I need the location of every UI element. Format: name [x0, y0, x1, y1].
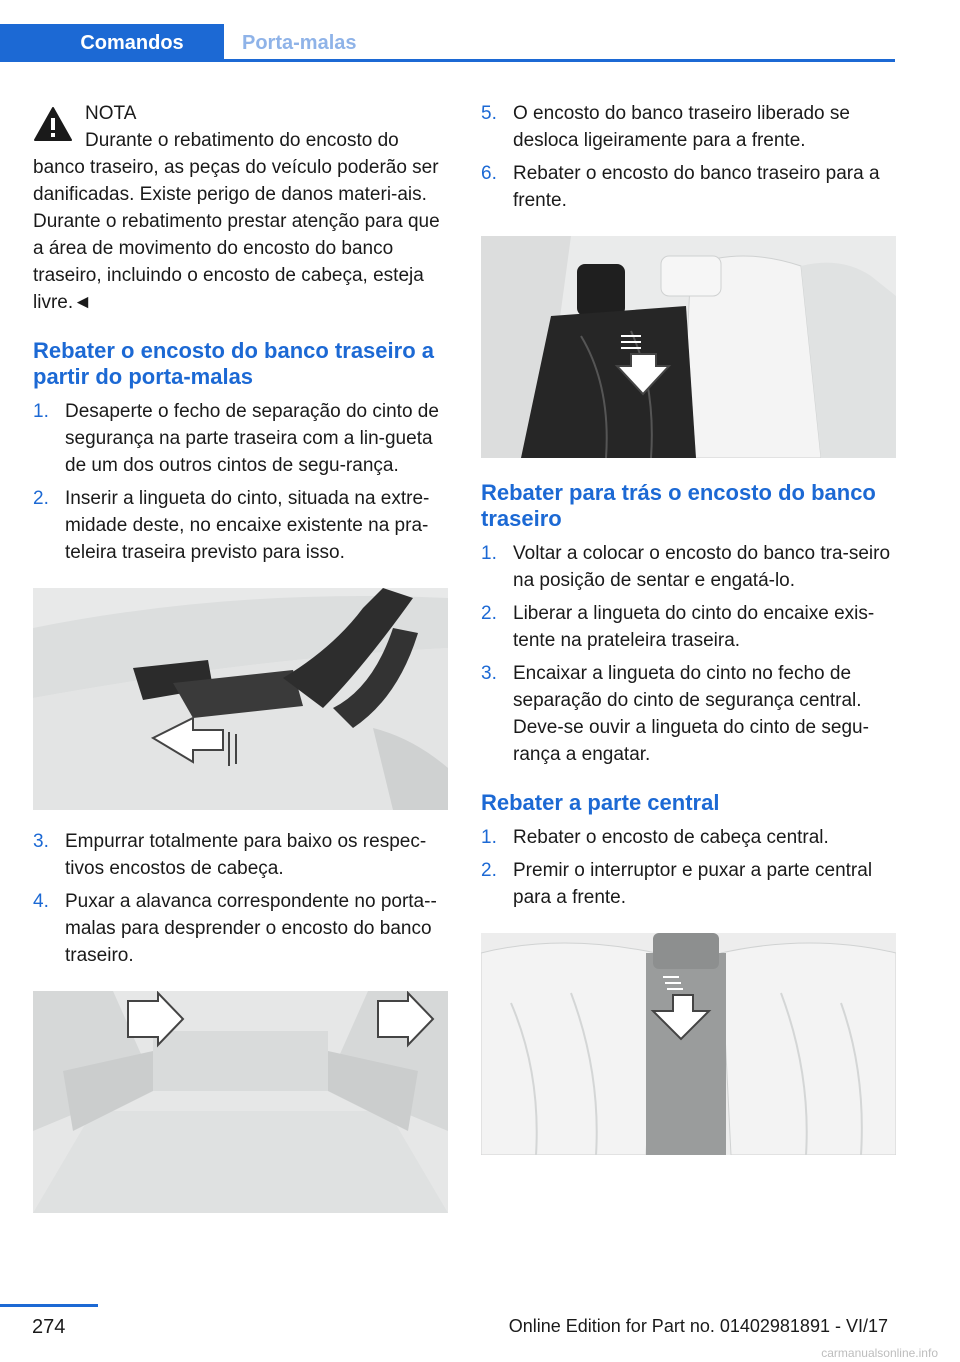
warning-triangle-icon: [33, 106, 73, 142]
list-item: [481, 160, 896, 214]
list-item: [481, 600, 896, 654]
section-title-rebater-porta-malas: Rebater o encosto do banco traseiro a partir do porta-malas: [33, 338, 434, 389]
step-number: 5.: [481, 103, 497, 124]
left-column: [33, 100, 448, 1231]
list-item: [481, 540, 896, 594]
warning-note: [33, 100, 448, 316]
footer-rule: [0, 1304, 98, 1307]
tab-porta-malas-label: Porta-malas: [242, 31, 357, 54]
step-text: Rebater o encosto do banco traseiro para a frente.: [513, 163, 880, 211]
step-text: Rebater o encosto de cabeça central.: [513, 827, 829, 848]
step-text: Voltar a colocar o encosto do banco tra-seiro na posição de sentar e engatá-lo.: [513, 543, 891, 591]
list-item: [481, 857, 896, 911]
note-text: Durante o rebatimento do encosto do banco traseiro, as peças do veículo poderão ser danificadas. Existe perigo de danos materi-ais. Durante o rebatimento prestar atenção para que a área de movimento do encosto do banco traseiro, incluindo o encosto de cabeça, esteja livre.◄: [33, 130, 440, 313]
step-list-e: [481, 824, 896, 911]
list-item: [481, 100, 896, 154]
step-number: 1.: [481, 543, 497, 564]
list-item: [481, 660, 896, 768]
step-number: 3.: [33, 831, 49, 852]
page-number: 274: [32, 1316, 66, 1338]
list-item: [481, 824, 896, 851]
step-list-b: [33, 828, 448, 969]
tab-comandos-label: Comandos: [80, 31, 184, 54]
figure-trunk-levers: [33, 991, 448, 1213]
step-list-d: [481, 540, 896, 768]
step-number: 1.: [481, 827, 497, 848]
step-text: Premir o interruptor e puxar a parte central para a frente.: [513, 860, 873, 908]
list-item: [33, 485, 448, 566]
step-text: Puxar a alavanca correspondente no porta--malas para desprender o encosto do banco traseiro.: [65, 891, 437, 966]
section-title-rebater-para-tras: Rebater para trás o encosto do banco traseiro: [481, 480, 876, 531]
step-text: Inserir a lingueta do cinto, situada na extre-midade deste, no encaixe existente na pra-teleira traseira previsto para isso.: [65, 488, 430, 563]
step-text: O encosto do banco traseiro liberado se desloca ligeiramente para a frente.: [513, 103, 850, 151]
edition-text: Online Edition for Part no. 01402981891 - VI/17: [508, 1316, 888, 1336]
step-text: Desaperte o fecho de separação do cinto de segurança na parte traseira com a lin-gueta de um dos outros cintos de segu-rança.: [65, 401, 439, 476]
section-title-parte-central: Rebater a parte central: [481, 790, 720, 815]
step-number: 2.: [33, 488, 49, 509]
step-text: Encaixar a lingueta do cinto no fecho de separação do cinto de segurança central. Deve-se ouvir a lingueta do cinto de segu-rança a engatar.: [513, 663, 869, 765]
watermark: carmanualsonline.info: [821, 1346, 938, 1360]
header-rule: [0, 59, 895, 62]
step-list-c: [481, 100, 896, 214]
tab-comandos[interactable]: [0, 24, 224, 62]
right-column: [481, 100, 896, 1173]
list-item: [33, 398, 448, 479]
list-item: [33, 828, 448, 882]
figure-seatback-fold: [481, 236, 896, 458]
step-number: 2.: [481, 603, 497, 624]
step-text: Liberar a lingueta do cinto do encaixe exis-tente na prateleira traseira.: [513, 603, 875, 651]
list-item: [33, 888, 448, 969]
step-number: 2.: [481, 860, 497, 881]
step-number: 1.: [33, 401, 49, 422]
step-number: 6.: [481, 163, 497, 184]
step-number: 3.: [481, 663, 497, 684]
figure-rear-shelf-belt: [33, 588, 448, 810]
step-text: Empurrar totalmente para baixo os respec-tivos encostos de cabeça.: [65, 831, 427, 879]
tab-porta-malas[interactable]: [224, 24, 375, 62]
step-list-a: [33, 398, 448, 566]
note-title: NOTA: [85, 103, 137, 124]
step-number: 4.: [33, 891, 49, 912]
figure-center-section: [481, 933, 896, 1155]
